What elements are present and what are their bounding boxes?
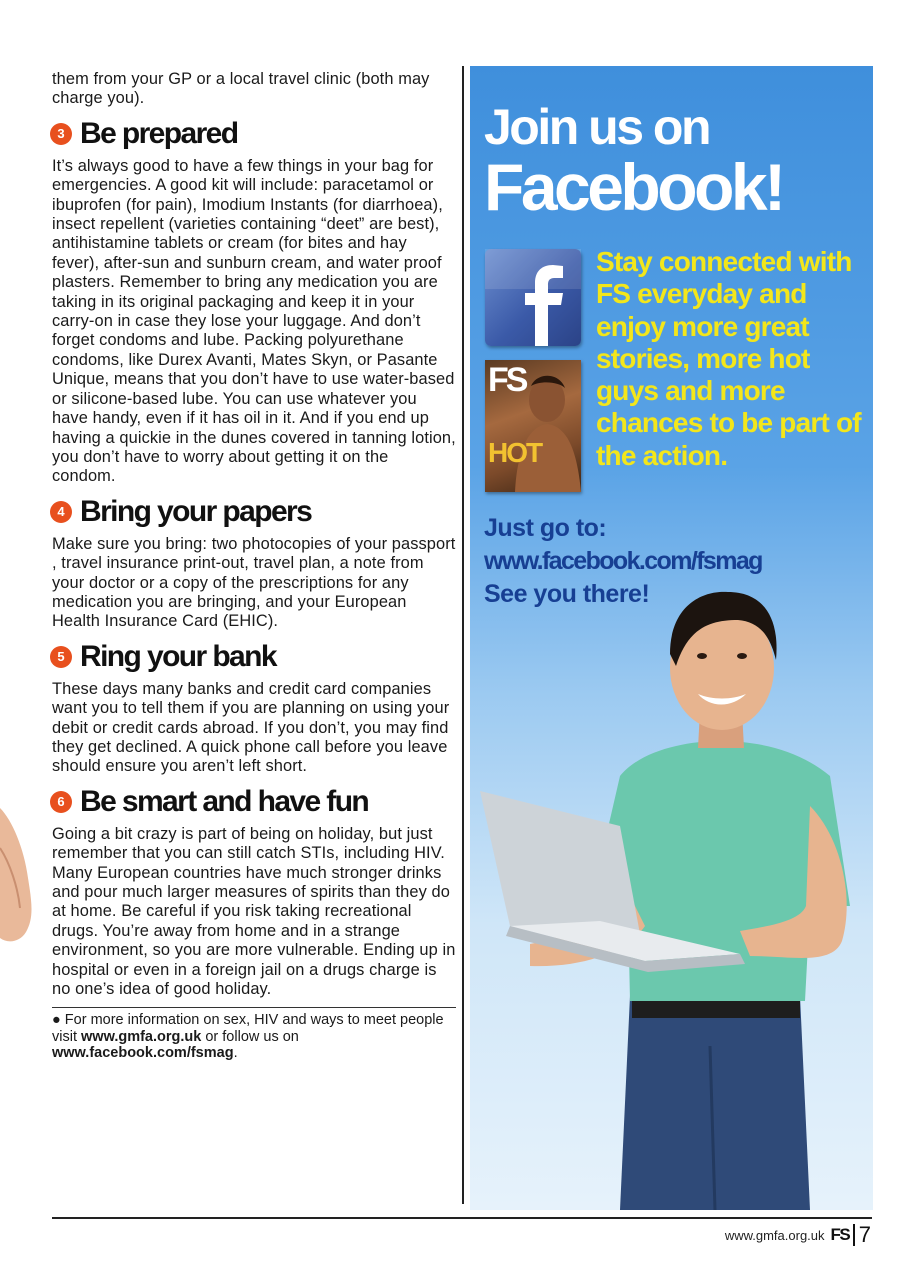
section-number-badge: 3 xyxy=(50,123,72,145)
section-number-badge: 5 xyxy=(50,646,72,668)
article-column xyxy=(52,70,456,1062)
page-number: 7 xyxy=(858,1222,871,1247)
page-bottom-rule xyxy=(52,1217,872,1219)
section-body: Going a bit crazy is part of being on holiday, but just remember that you can still catch STIs, including HIV. Many European countries have much stronger drinks and pour much larger measures of spirits than they do at home. Be careful if you risk taking recreational drugs. You’re away from home and in a strange environment, so you are more vulnerable. Ending up in hospital or even in a foreign jail on a drugs charge is no one’s idea of good holiday. xyxy=(52,824,456,999)
fs-magazine-cover xyxy=(485,360,581,492)
section-body: These days many banks and credit card companies want you to tell them if you are planning on using your debit or credit cards abroad. If you don’t, you may find they get declined. A quick phone call before you leave should ensure you aren’t left short. xyxy=(52,679,450,776)
promo-headline-line2: Facebook! xyxy=(484,150,783,224)
section-title: Ring your bank xyxy=(80,639,276,673)
more-info-note: ● For more information on sex, HIV and ways to meet people visit www.gmfa.org.uk or follow us on www.facebook.com/fsmag. xyxy=(52,1012,444,1062)
cover-headline: HOT xyxy=(488,437,542,468)
section-ring-your-bank xyxy=(52,640,456,777)
just-go-label: Just go to: xyxy=(484,514,607,542)
promo-tagline: Stay connected with FS everyday and enjoy more great stories, more hot guys and more chances to be part of the action. xyxy=(596,246,861,471)
footer-separator xyxy=(853,1224,855,1246)
footer-divider xyxy=(52,1007,456,1008)
section-be-prepared xyxy=(52,117,456,487)
fs-brand-logo: FS xyxy=(830,1225,850,1244)
facebook-logo-icon xyxy=(485,249,581,346)
promo-headline-line1: Join us on xyxy=(484,99,709,155)
facebook-link[interactable]: www.facebook.com/fsmag xyxy=(52,1045,234,1062)
section-be-smart xyxy=(52,785,456,1000)
intro-paragraph: them from your GP or a local travel clinic (both may charge you). xyxy=(52,70,430,108)
section-number-badge: 6 xyxy=(50,791,72,813)
hand-photo-fragment xyxy=(0,808,38,948)
section-title: Be smart and have fun xyxy=(80,784,369,818)
bullet-icon: ● xyxy=(52,1012,61,1029)
facebook-promo-panel xyxy=(470,66,873,1210)
section-body: Make sure you bring: two photocopies of your passport , travel insurance print-out, travel plan, a note from your doctor or a copy of the prescriptions for any medication you are bringing, and your European Health Insurance Card (EHIC). xyxy=(52,534,456,631)
footer-site-url[interactable]: www.gmfa.org.uk xyxy=(724,1227,825,1243)
facebook-url-link[interactable]: www.facebook.com/fsmag xyxy=(484,547,762,575)
section-number-badge: 4 xyxy=(50,501,72,523)
section-title: Be prepared xyxy=(80,116,238,150)
section-bring-your-papers xyxy=(52,495,456,632)
page-footer xyxy=(725,1222,871,1248)
man-with-laptop-photo xyxy=(470,576,873,1210)
column-divider xyxy=(462,66,464,1204)
section-title: Bring your papers xyxy=(80,494,312,528)
gmfa-link[interactable]: www.gmfa.org.uk xyxy=(81,1028,202,1045)
see-you-label: See you there! xyxy=(484,580,650,608)
cover-masthead: FS xyxy=(488,361,526,399)
section-body: It’s always good to have a few things in your bag for emergencies. A good kit will include: paracetamol or ibuprofen (for pain), Imodium Instants (for diarrhoea), insect repellent (varieties containing “deet” are best), antihistamine tablets or cream (for bites and hay fever), after-sun and sunburn cream, and water proof plasters. Remember to bring any medication you are taking in its original packaging and keep it in your carry-on in case they lose your luggage. And don’t forget condoms and lube. Packing polyurethane condoms, like Durex Avanti, Mates Skyn, or Pasante Unique, means that you don’t have to use water-based or silicone-based lube. You can use whatever you have handy, even if it has oil in it. And if you end up having a quickie in the dunes covered in tanning lotion, you don’t have to worry about getting it on the condom. xyxy=(52,156,456,486)
